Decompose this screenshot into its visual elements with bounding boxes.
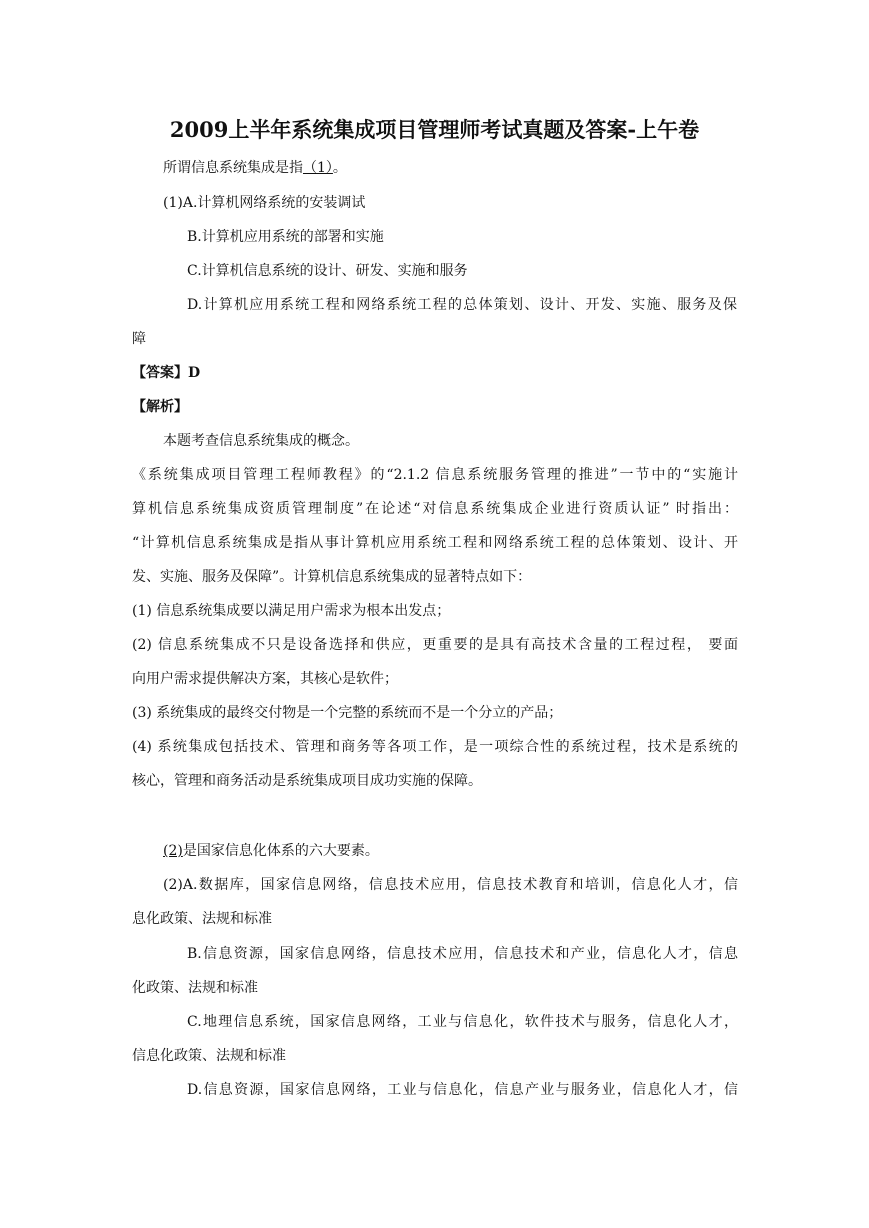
answer-value: D: [188, 365, 201, 381]
q2-option-c-cont: 信息化政策、法规和标准: [132, 1048, 286, 1064]
q2-option-b-cont: 化政策、法规和标准: [132, 980, 258, 996]
q1-answer: [132, 363, 200, 383]
q1-option-d: D.计算机应用系统工程和网络系统工程的总体策划、设计、开发、实施、服务及保: [187, 297, 737, 313]
q2-option-b: B.信息资源，国家信息网络，信息技术应用，信息技术和产业，信息化人才，信息: [187, 946, 738, 962]
analysis-line: 发、实施、服务及保障”。计算机信息系统集成的显著特点如下：: [132, 569, 532, 585]
document-title: 2009上半年系统集成项目管理师考试真题及答案-上午卷: [169, 117, 700, 142]
q2-stem: [163, 841, 379, 861]
q2-option-a: (2)A.数据库，国家信息网络，信息技术应用，信息技术教育和培训，信息化人才，信: [163, 877, 738, 893]
q2-stem-text: 是国家信息化体系的六大要素。: [182, 843, 379, 859]
q1-analysis-label: 【解析】: [132, 399, 188, 415]
q1-stem-end: 。: [332, 160, 347, 176]
q2-option-c: C.地理信息系统，国家信息网络，工业与信息化，软件技术与服务，信息化人才，: [187, 1014, 738, 1030]
q2-option-a-cont: 息化政策、法规和标准: [132, 911, 272, 927]
q2-blank: (2): [163, 843, 183, 859]
analysis-line: 向用户需求提供解决方案，其核心是软件；: [132, 671, 398, 687]
analysis-line: (3) 系统集成的最终交付物是一个完整的系统而不是一个分立的产品；: [132, 705, 563, 721]
analysis-line: 算机信息系统集成资质管理制度”在论述“对信息系统集成企业进行资质认证” 时指出：: [132, 501, 738, 517]
q1-blank: （1）: [303, 160, 333, 176]
q1-option-b: B.计算机应用系统的部署和实施: [187, 229, 384, 245]
q1-option-d-cont: 障: [132, 331, 146, 347]
analysis-line: (4) 系统集成包括技术、管理和商务等各项工作，是一项综合性的系统过程，技术是系统的: [132, 739, 738, 755]
analysis-line: 核心，管理和商务活动是系统集成项目成功实施的保障。: [132, 773, 482, 789]
answer-label: 【答案】: [132, 365, 188, 381]
q1-option-a: (1)A.计算机网络系统的安装调试: [163, 195, 366, 211]
analysis-line: 《系统集成项目管理工程师教程》的“2.1.2 信息系统服务管理的推进”一节中的“实施计: [132, 467, 738, 483]
analysis-line: (1) 信息系统集成要以满足用户需求为根本出发点；: [132, 603, 451, 619]
q1-stem-text: 所谓信息系统集成是指: [163, 160, 303, 176]
q2-option-d: D.信息资源，国家信息网络，工业与信息化，信息产业与服务业，信息化人才，信: [187, 1082, 738, 1098]
analysis-line: “计算机信息系统集成是指从事计算机应用系统工程和网络系统工程的总体策划、设计、开: [132, 535, 738, 551]
q1-analysis-intro: 本题考查信息系统集成的概念。: [163, 433, 359, 449]
q1-stem: [163, 158, 347, 178]
analysis-line: (2) 信息系统集成不只是设备选择和供应，更重要的是具有高技术含量的工程过程， 要面: [132, 637, 738, 653]
q1-option-c: C.计算机信息系统的设计、研发、实施和服务: [187, 263, 468, 279]
